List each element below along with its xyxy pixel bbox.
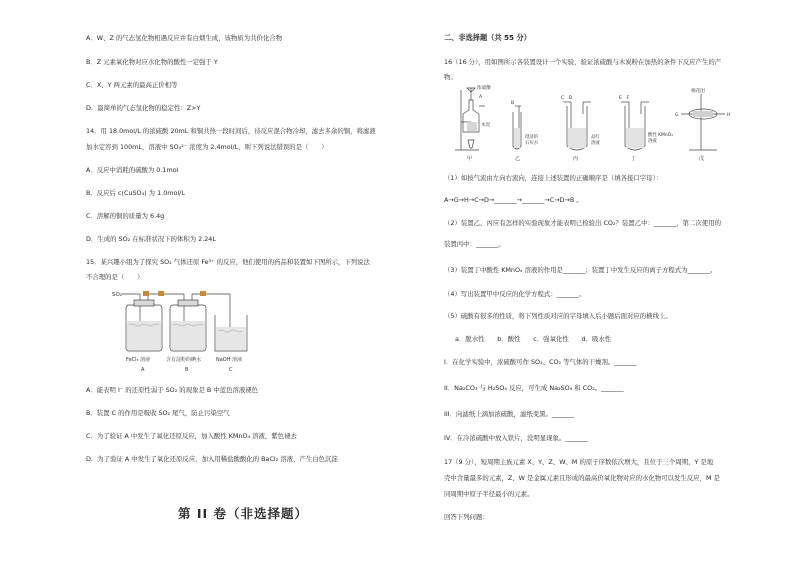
q16-jia-charcoal-label: 木炭 [481,123,491,128]
q16-part2-line1: （2）装置乙、丙应有怎样的实验现象才能表明已检验出 CO₂？装置乙中：_______，第二次使用的 [444,219,721,227]
q16-part2-line2: 装置丙中：_______。 [444,240,505,248]
right-column [397,0,794,562]
q16-part4: （4）写出装置甲中反应的化学方程式：_______。 [444,290,586,298]
q15-label-c: NaOH 溶液 [216,357,243,363]
q15-stem-line1: 15．某兴趣小组为了探究 SO₂ 气体还原 Fe³⁺ 的反应，他们使用的药品和装置如下图所示，下列说法 [86,258,370,266]
q14-option-d: D．生成的 SO₂ 在标准状况下的体积为 2.24L [86,235,216,243]
q15-letter-c: C [229,367,233,373]
q16-stem-line1: 16（16 分），用如图所示各装置设计一个实验，验证浓硫酸与木炭粉在加热的条件下反应产生的产 [444,58,722,66]
q15-label-b: 含有淀粉的碘水 [166,357,202,363]
q15-letter-b: B [185,367,189,373]
q16-stem-line2: 物。 [444,73,457,81]
q15-option-b: B．装置 C 的作用是吸收 SO₂ 尾气，防止污染空气 [86,409,230,417]
q13-option-b: B．Z 元素氧化物对应水化物的酸性一定强于 Y [86,58,218,66]
q16-ding-liquid-line1: 酸性 KMnO₄ [648,133,673,138]
q17-prompt: 回答下列问题： [444,513,489,521]
q14-stem-line2: 加水定容到 100mL，溶液中 SO₄²⁻ 浓度为 2.4mol/L，则下列说法错误的是（ ） [86,143,328,151]
q16-apparatus-figure [455,84,755,164]
q16-ding-caption: 丁 [631,156,637,162]
q14-option-c: C．溶解的铜的质量为 6.4g [86,212,165,220]
q13-option-d: D．最简单的气态氢化物的稳定性：Z>Y [86,104,201,112]
q15-letter-a: A [141,367,145,373]
q16-yi-port-b: B [511,101,515,106]
q16-yi-liquid-line1: 澄清的 [525,135,539,140]
q16-yi-caption: 乙 [515,156,521,162]
q16-bing-liquid-line1: 品红 [591,135,600,140]
q16-part5-options: a．脱水性 b．酸性 c．强氧化性 d．吸水性 [455,335,612,343]
q15-option-c: C．为了验证 A 中发生了氧化还原反应，加入酸性 KMnO₄ 溶液，紫色褪去 [86,432,297,440]
q15-option-d: D．为了验证 A 中发生了氧化还原反应，加入用稀盐酸酸化的 BaCl₂ 溶液，产生白色沉淀 [86,455,338,463]
q16-bing-liquid-line2: 溶液 [591,141,600,146]
q16-part5: （5）硫酸有很多的性质，将下列性质对应的字母填入后小题后面对应的横线上。 [444,312,672,320]
q14-option-a: A．反应中消耗的硫酸为 0.1mol [86,166,179,174]
q15-label-a: FeCl₃ 溶液 [126,357,151,363]
q16-wu-port-g: G [675,113,679,118]
q16-yi-liquid-line2: 石灰水 [525,141,539,146]
q16-bing-caption: 丙 [573,156,579,162]
q16-bing-ports: C D [561,96,573,101]
q14-option-b: B．反应后 c(CuSO₄) 为 1.0mol/L [86,189,185,197]
q16-item-ii: II．Na₂CO₃ 与 H₂SO₄ 反应，可生成 Na₂SO₄ 和 CO₂。_______ [444,384,624,392]
q15-stem-line2: 不合理的是（ ） [86,273,144,281]
q16-jia-caption: 甲 [467,156,473,162]
q15-apparatus-figure [112,285,267,375]
q16-jia-port-a: A [479,95,483,100]
q17-stem-line2: 壳中含量最多的元素，Z、W 是金属元素且形成的最高价氧化物对应的水化物可以发生反应，M 是 [444,474,720,482]
part2-title: 第 II 卷（非选择题） [178,506,309,521]
q16-item-iv: IV．在冷浓硫酸中放入铁片，没明显现象。_______ [444,434,588,442]
q15-gas-label: SO₂ [112,292,123,298]
q16-part1-sequence: A→G→H→C→D→_______→_______→C→D→B 。 [444,196,583,204]
q17-stem-line3: 同周期中原子半径最小的元素。 [444,490,534,498]
q16-ding-liquid-line2: 溶液 [648,139,657,144]
q16-jia-acid-label: 浓硫酸 [477,86,491,91]
q16-ding-ports: E F [619,96,630,101]
q16-item-iii: III．向滤纸上滴加浓硫酸，滤纸变黑。_______ [444,410,575,418]
q16-wu-cotton-label: 棉花团 [691,89,705,94]
q15-option-a: A．能表明 I⁻ 的还原性弱于 SO₂ 的现象是 B 中蓝色溶液褪色 [86,386,259,394]
q16-wu-caption: 戊 [699,156,705,162]
q13-option-a: A．W、Z 的气态氢化物相遇反应并有白烟生成，该物质为共价化合物 [86,34,283,42]
q16-item-i: I．在化学实验中，浓硫酸可作 SO₂、CO₂ 等气体的干燥剂。_______ [444,358,637,366]
q14-stem-line1: 14．用 18.0mol/L 的浓硫酸 20mL 和铜共热一段时间后，待反应混合物冷却，滤去多余的铜，将滤液 [86,127,376,135]
q16-part1: （1）如按气流由左向右流向，连接上述装置的正确顺序是（填各接口字母）： [444,174,663,182]
q16-wu-port-h: H [727,113,731,118]
q16-part3: （3）装置丁中酸性 KMnO₄ 溶液的作用是_______；装置丁中发生反应的离子方程式为_______。 [444,266,717,274]
q13-option-c: C．X、Y 两元素的最高正价相等 [86,81,178,89]
section-title: 二、非选择题（共 55 分） [444,33,531,42]
q17-stem-line1: 17（9 分），短周期主族元素 X、Y、Z、W、M 的原子序数依次增大，且位于三个周期，Y 是地 [444,458,714,466]
